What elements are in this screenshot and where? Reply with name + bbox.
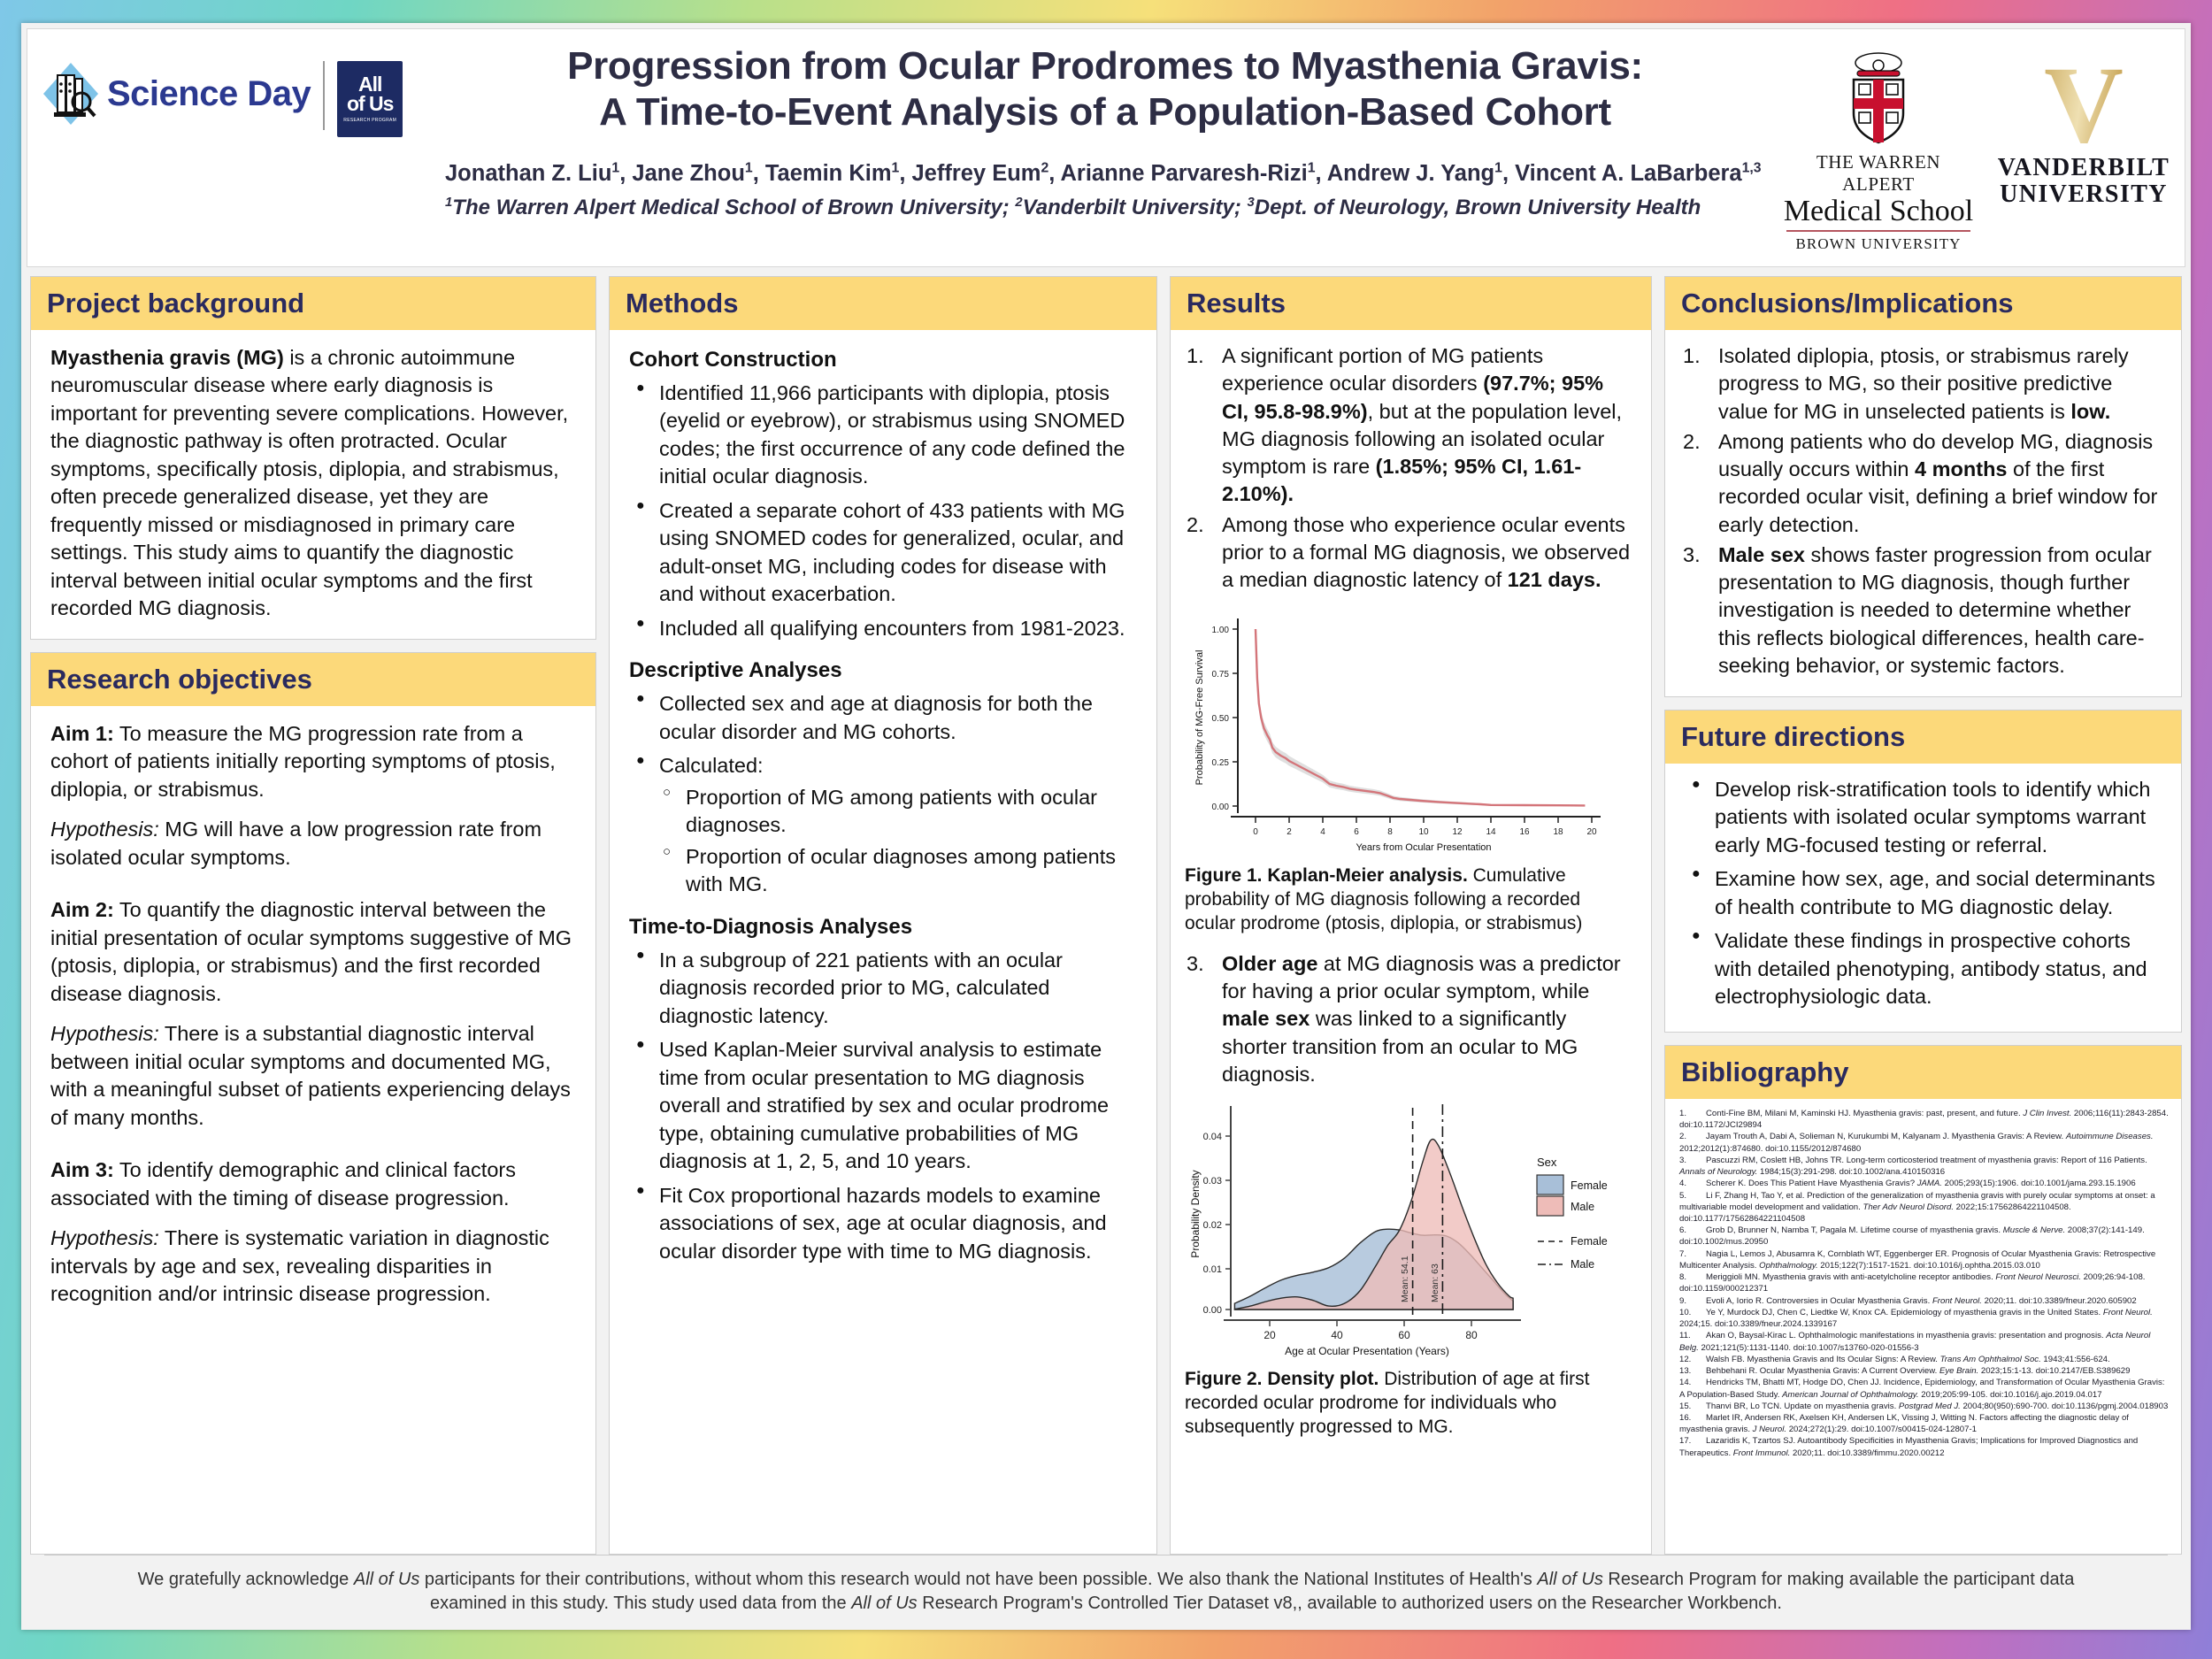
all-of-us-line1: All (358, 72, 382, 96)
bibliography-entry: 11. Akan O, Baysal-Kirac L. Ophthalmologic manifestations in myasthenia gravis: presentation and prognosis. Acta Neurol Belg. 2021;121(5):1131-1140. doi:10.1007/s13760-020-01556-3 (1679, 1331, 2151, 1353)
column-4 (1664, 276, 2182, 1555)
science-day-label: Science Day (107, 74, 311, 113)
svg-text:0: 0 (1253, 827, 1258, 838)
svg-text:0.00: 0.00 (1211, 803, 1229, 813)
section-results (1170, 276, 1652, 1555)
figure-1-curve (1256, 629, 1585, 805)
future-directions-list (1688, 776, 2163, 1011)
section-heading-results: Results (1171, 277, 1651, 330)
section-heading-future-directions: Future directions (1665, 710, 2181, 764)
bibliography-entry: 12. Walsh FB. Myasthenia Gravis and Its Ocular Signs: A Review. Trans Am Ophthalmol Soc. 1943;41:556-624. (1679, 1354, 2110, 1364)
svg-text:0.50: 0.50 (1211, 714, 1229, 725)
science-day-logo (40, 61, 311, 127)
bibliography-entry: 5. Li F, Zhang H, Tao Y, et al. Prediction of the generalization of myasthenia gravis with purely ocular symptoms at onset: a multivariable model development and validation. Ther Adv Neurol Disord. 2022;15:17562864221104508. doi:10.1177/17562864221104508 (1679, 1190, 2155, 1224)
svg-text:0.04: 0.04 (1202, 1132, 1222, 1143)
list-item: ● Included all qualifying encounters from 1981-2023. (633, 615, 1137, 642)
conclusions-list (1681, 342, 2163, 680)
results-list (1185, 342, 1635, 594)
list-item: ● Collected sex and age at diagnosis for both the ocular disorder and MG cohorts. (633, 690, 1137, 746)
bibliography-entry: 7. Nagia L, Lemos J, Abusamra K, Cornblath WT, Eggenberger ER. Prognosis of Ocular Myasthenia Gravis: Retrospective Multicenter Analysis. Ophthalmology. 2015;122(7):1517-1521. doi:10.1016/j.ophtha.2015.03.010 (1679, 1248, 2156, 1271)
brown-medical-school-logo (1781, 50, 1976, 253)
column-3 (1170, 276, 1652, 1555)
poster-header (27, 28, 2185, 267)
methods-cohort-list (633, 380, 1137, 642)
legend-label-mean-female: Female (1571, 1235, 1608, 1248)
brown-logo-line3: BROWN UNIVERSITY (1795, 234, 1962, 252)
figure-1-svg (1185, 603, 1627, 859)
figure-1-ci-band (1256, 629, 1585, 806)
column-1 (30, 276, 596, 1555)
legend-label-female: Female (1571, 1179, 1608, 1193)
svg-text:8: 8 (1387, 827, 1393, 838)
project-background-paragraph: Myasthenia gravis (MG) is a chronic autoimmune neuromuscular disease where early diagnosis is important for preventing severe complications. However, the diagnostic pathway is often protracted. Ocular symptoms, specifically ptosis, diplopia, and strabismus, often precede generalized disease, yet they are frequently missed or misdiagnosed in primary care settings. This study aims to quantify the diagnostic interval between initial ocular symptoms and the first recorded MG diagnosis. (50, 346, 569, 620)
vanderbilt-logo (1995, 44, 2172, 209)
results-list-continued (1185, 950, 1635, 1088)
section-methods (609, 276, 1157, 1555)
project-background-body (31, 330, 595, 639)
vanderbilt-v-icon: V (1995, 56, 2172, 155)
mean-label-female: Mean: 54.1 (1400, 1256, 1410, 1303)
bibliography-entry: 1. Conti-Fine BM, Milani M, Kaminski HJ. Myasthenia gravis: past, present, and future. J Clin Invest. 2006;116(11):2843-2854. doi:10.1172/JCI29894 (1679, 1108, 2169, 1131)
svg-text:14: 14 (1486, 827, 1496, 838)
section-heading-project-background: Project background (31, 277, 595, 330)
svg-text:0.00: 0.00 (1202, 1305, 1222, 1317)
bibliography-entry: 16. Marlet IR, Andersen RK, Axelsen KH, Andersen LK, Vissing J, Witting N. Factors affecting the diagnostic delay of myasthenia gravis. J Neurol. 2024;272(1):29. doi:10.1007/s00415-024-12807-1 (1679, 1412, 2129, 1435)
list-item: Isolated diplopia, ptosis, or strabismus rarely progress to MG, so their positive predictive value for MG in unselected patients is low. (1718, 344, 2129, 423)
author-list: Jonathan Z. Liu$^1$, Jane Zhou$^1$, Taemin Kim$^1$, Jeffrey Eum$^2$, Arianne Parvaresh-Rizi$^1$, Andrew J. Yang$^1$, Vincent A. LaBarbera$^{1,3}$ (445, 160, 1762, 186)
section-project-background (30, 276, 596, 640)
list-item: Among patients who do develop MG, diagnosis usually occurs within 4 months of the first recorded ocular visit, defining a brief window for early detection. (1718, 429, 2158, 536)
svg-text:12: 12 (1452, 827, 1463, 838)
svg-text:60: 60 (1398, 1329, 1410, 1342)
research-objectives-body (31, 706, 595, 1325)
list-item: ○ Proportion of ocular diagnoses among patients with MG. (659, 843, 1137, 899)
svg-text:2: 2 (1286, 827, 1292, 838)
svg-text:40: 40 (1331, 1329, 1343, 1342)
list-item: Among those who experience ocular events prior to a formal MG diagnosis, we observed a median diagnostic latency of 121 days. (1222, 512, 1631, 591)
all-of-us-line2: of Us (346, 91, 394, 115)
figure-2-density-plot (1185, 1097, 1635, 1363)
section-heading-bibliography: Bibliography (1665, 1046, 2181, 1099)
list-item: ● Fit Cox proportional hazards models to examine associations of sex, age at ocular diagnosis, and ocular disorder type with time to MG diagnosis. (633, 1182, 1137, 1265)
poster-title-line2: A Time-to-Event Analysis of a Population-Based Cohort (599, 89, 1611, 134)
brown-logo-rule (1786, 230, 1970, 232)
section-research-objectives (30, 652, 596, 1555)
logo-divider (323, 61, 325, 130)
svg-text:4: 4 (1320, 827, 1325, 838)
svg-text:16: 16 (1519, 827, 1530, 838)
list-item: Older age at MG diagnosis was a predictor for having a prior ocular symptom, while male sex was linked to a significantly shorter transition from an ocular to MG diagnosis. (1222, 951, 1621, 1086)
header-title-block (429, 38, 1774, 261)
legend-label-male: Male (1571, 1201, 1595, 1214)
list-item: ○ Proportion of MG among patients with ocular diagnoses. (659, 784, 1137, 840)
list-item: ● In a subgroup of 221 patients with an ocular diagnosis recorded prior to MG, calculated diagnostic latency. (633, 947, 1137, 1030)
bibliography-entry: 6. Grob D, Brunner N, Namba T, Pagala M. Lifetime course of myasthenia gravis. Muscle & Nerve. 2008;37(2):141-149. doi:10.1002/mus.20950 (1679, 1225, 2145, 1248)
header-logos-left (40, 38, 429, 261)
methods-time-list (633, 947, 1137, 1265)
figure-2-legend-title: Sex (1537, 1156, 1557, 1170)
poster-root (21, 23, 2191, 1630)
bibliography-entry: 15. Thanvi BR, Lo TCN. Update on myasthenia gravis. Postgrad Med J. 2004;80(950):690-700. doi:10.1136/pgmj.2004.018903 (1679, 1401, 2169, 1411)
list-item: Male sex shows faster progression from ocular presentation to MG diagnosis, though further investigation is needed to determine whether this reflects biological differences, health care-seeking behavior, or systemic factors. (1718, 542, 2152, 677)
brown-shield-icon (1838, 50, 1919, 146)
legend-label-mean-male: Male (1571, 1258, 1595, 1271)
svg-text:0.25: 0.25 (1211, 758, 1229, 769)
bibliography-entry: 10. Ye Y, Murdock DJ, Chen C, Liedtke W, Knox CA. Epidemiology of myasthenia gravis in the United States. Front Neurol. 2024;15. doi:10.3389/fneur.2024.1339167 (1679, 1307, 2153, 1330)
results-body (1171, 330, 1651, 1448)
section-conclusions (1664, 276, 2182, 697)
poster-title-line1: Progression from Ocular Prodromes to Myasthenia Gravis: (567, 44, 1643, 88)
legend-swatch-female (1537, 1175, 1563, 1194)
svg-text:10: 10 (1418, 827, 1429, 838)
brown-logo-line2: Medical School (1783, 195, 1974, 227)
aim-1-hypothesis: Hypothesis: MG will have a low progression rate from isolated ocular symptoms. (50, 818, 542, 869)
methods-body (610, 330, 1156, 1287)
svg-text:0.02: 0.02 (1202, 1220, 1222, 1232)
figure-2-ylabel: Probability Density (1189, 1170, 1202, 1258)
svg-text:0.03: 0.03 (1202, 1176, 1222, 1187)
aim-2: Aim 2: To quantify the diagnostic interval between the initial presentation of ocular symptoms suggestive of MG (ptosis, diplopia, or strabismus) and the first recorded disease diagnosis. (50, 898, 572, 1005)
list-item: ● Develop risk-stratification tools to identify which patients with isolated ocular symptoms warrant early MG-focused testing or referral. (1688, 776, 2163, 859)
vanderbilt-logo-line2: UNIVERSITY (2000, 180, 2168, 209)
list-item: A significant portion of MG patients experience ocular disorders (97.7%; 95% CI, 95.8-98.9%), but at the population level, MG diagnosis following an isolated ocular symptom is rare (1.85%; 95% CI, 1.61-2.10%). (1222, 344, 1623, 506)
bibliography-entry: 3. Pascuzzi RM, Coslett HB, Johns TR. Long-term corticosteriod treatment of myasthenia gravis: Report of 116 Patients. Annals of Neurology. 1984;15(3):291-298. doi:10.1002/ana.410150316 (1679, 1155, 2147, 1178)
vanderbilt-logo-line1: VANDERBILT (1997, 153, 2170, 181)
section-heading-research-objectives: Research objectives (31, 653, 595, 706)
section-future-directions (1664, 710, 2182, 1033)
bibliography-entry: 9. Evoli A, Iorio R. Controversies in Ocular Myasthenia Gravis. Front Neurol. 2020;11. doi:10.3389/fneur.2020.605902 (1679, 1295, 2137, 1306)
svg-text:0.75: 0.75 (1211, 670, 1229, 680)
microscope-books-icon (40, 61, 102, 127)
legend-swatch-male (1537, 1196, 1563, 1216)
figure-2-caption: Figure 2. Density plot. Distribution of age at first recorded ocular prodrome for individuals who subsequently progressed to MG. (1185, 1369, 1590, 1437)
bibliography-entry: 8. Meriggioli MN. Myasthenia gravis with anti-acetylcholine receptor antibodies. Front Neurol Neurosci. 2009;26:94-108. doi:10.1159/000212371 (1679, 1272, 2146, 1294)
list-item: ● Validate these findings in prospective cohorts with detailed phenotyping, antibody status, and electrophysiologic data. (1688, 927, 2163, 1010)
poster-content (21, 267, 2191, 1555)
aim-3-hypothesis: Hypothesis: There is systematic variation in diagnostic intervals by age and sex, revealing disparities in recognition and/or intrinsic disease progression. (50, 1226, 549, 1306)
svg-text:18: 18 (1553, 827, 1563, 838)
svg-text:1.00: 1.00 (1211, 626, 1229, 636)
bibliography-body (1665, 1099, 2181, 1470)
affiliation-list: $^1$The Warren Alpert Medical School of Brown University; $^2$Vanderbilt University; $^3$Dept. of Neurology, Brown University Health (445, 196, 1701, 220)
bibliography-entry: 13. Behbehani R. Ocular Myasthenia Gravis: A Current Overview. Eye Brain. 2023;15:1-13. doi:10.2147/EB.S389629 (1679, 1366, 2131, 1377)
aim-1: Aim 1: To measure the MG progression rate from a cohort of patients initially reporting symptoms of ptosis, diplopia, or strabismus. (50, 721, 556, 801)
list-item: ● Used Kaplan-Meier survival analysis to estimate time from ocular presentation to MG diagnosis overall and stratified by sex and ocular prodrome type, obtaining cumulative probabilities of MG diagnosis at 1, 2, 5, and 10 years. (633, 1036, 1137, 1175)
methods-descriptive-list (633, 690, 1137, 898)
all-of-us-line3: RESEARCH PROGRAM (343, 118, 397, 124)
methods-subheading-time-to-diagnosis: Time-to-Diagnosis Analyses (629, 914, 913, 939)
figure-1-kaplan-meier (1185, 603, 1635, 859)
figure-1-ylabel: Probability of MG-Free Survival (1194, 649, 1205, 786)
all-of-us-logo (337, 61, 403, 137)
brown-logo-line1: THE WARREN ALPERT (1816, 151, 1941, 195)
list-item: ● Identified 11,966 participants with diplopia, ptosis (eyelid or eyebrow), or strabismus using SNOMED codes; the first occurrence of any code defined the initial ocular diagnosis. (633, 380, 1137, 491)
list-item: ● Examine how sex, age, and social determinants of health contribute to MG diagnostic delay. (1688, 865, 2163, 921)
bibliography-entry: 2. Jayam Trouth A, Dabi A, Solieman N, Kurukumbi M, Kalyanam J. Myasthenia Gravis: A Review. Autoimmune Diseases. 2012;2012(1):874680. doi:10.1155/2012/874680 (1679, 1132, 2154, 1154)
list-item-label: Calculated: (659, 754, 764, 778)
section-heading-conclusions: Conclusions/Implications (1665, 277, 2181, 330)
header-logos-right (1774, 38, 2172, 261)
figure-2-svg (1185, 1097, 1627, 1363)
aim-3: Aim 3: To identify demographic and clinical factors associated with the timing of disease progression. (50, 1158, 516, 1210)
svg-text:20: 20 (1586, 827, 1597, 838)
methods-descriptive-sublist (659, 784, 1137, 899)
figure-2-xlabel: Age at Ocular Presentation (Years) (1285, 1345, 1449, 1358)
svg-text:6: 6 (1354, 827, 1359, 838)
methods-subheading-descriptive: Descriptive Analyses (629, 658, 842, 683)
bibliography-entry: 14. Hendricks TM, Bhatti MT, Hodge DO, Chen JJ. Incidence, Epidemiology, and Transformation of Ocular Myasthenia Gravis: A Population-Based Study. American Journal of Ophthalmology. 2019;205:99-105. doi:10.1016/j.ajo.2019.04.017 (1679, 1378, 2165, 1400)
list-item (633, 752, 1137, 898)
bibliography-entry: 17. Lazaridis K, Tzartos SJ. Autoantibody Specificities in Myasthenia Gravis; Implications for Improved Diagnostics and Therapeutics. Front Immunol. 2020;11. doi:10.3389/fimmu.2020.00212 (1679, 1436, 2139, 1458)
figure-1-caption: Figure 1. Kaplan-Meier analysis. Cumulative probability of MG diagnosis following a recorded ocular prodrome (ptosis, diplopia, or strabismus) (1185, 865, 1583, 933)
methods-subheading-cohort: Cohort Construction (629, 348, 837, 372)
mean-label-male: Mean: 63 (1430, 1263, 1440, 1303)
conclusions-body (1665, 330, 2181, 696)
column-2 (609, 276, 1157, 1555)
svg-text:80: 80 (1465, 1329, 1478, 1342)
figure-1-xlabel: Years from Ocular Presentation (1356, 842, 1492, 854)
svg-text:0.01: 0.01 (1202, 1264, 1222, 1276)
section-heading-methods: Methods (610, 277, 1156, 330)
list-item: ● Created a separate cohort of 433 patients with MG using SNOMED codes for generalized, ocular, and adult-onset MG, including codes for disease with and without exacerbation. (633, 497, 1137, 609)
section-bibliography (1664, 1045, 2182, 1555)
future-directions-body (1665, 764, 2181, 1032)
acknowledgment-footer: We gratefully acknowledge All of Us participants for their contributions, without whom this research would not have been possible. We also thank the National Institutes of Health's All of Us Research Program for making available the participant data examined in this study. This study used data from the All of Us Research Program's Controlled Tier Dataset v8,, available to authorized users on the Researcher Workbench. (137, 1570, 2075, 1614)
bibliography-entry: 4. Scherer K. Does This Patient Have Myasthenia Gravis? JAMA. 2005;293(15):1906. doi:10.1001/jama.293.15.1906 (1679, 1179, 2136, 1189)
svg-text:20: 20 (1263, 1329, 1276, 1342)
aim-2-hypothesis: Hypothesis: There is a substantial diagnostic interval between initial ocular symptoms and documented MG, with a meaningful subset of patients experiencing delays of many months. (50, 1022, 571, 1129)
